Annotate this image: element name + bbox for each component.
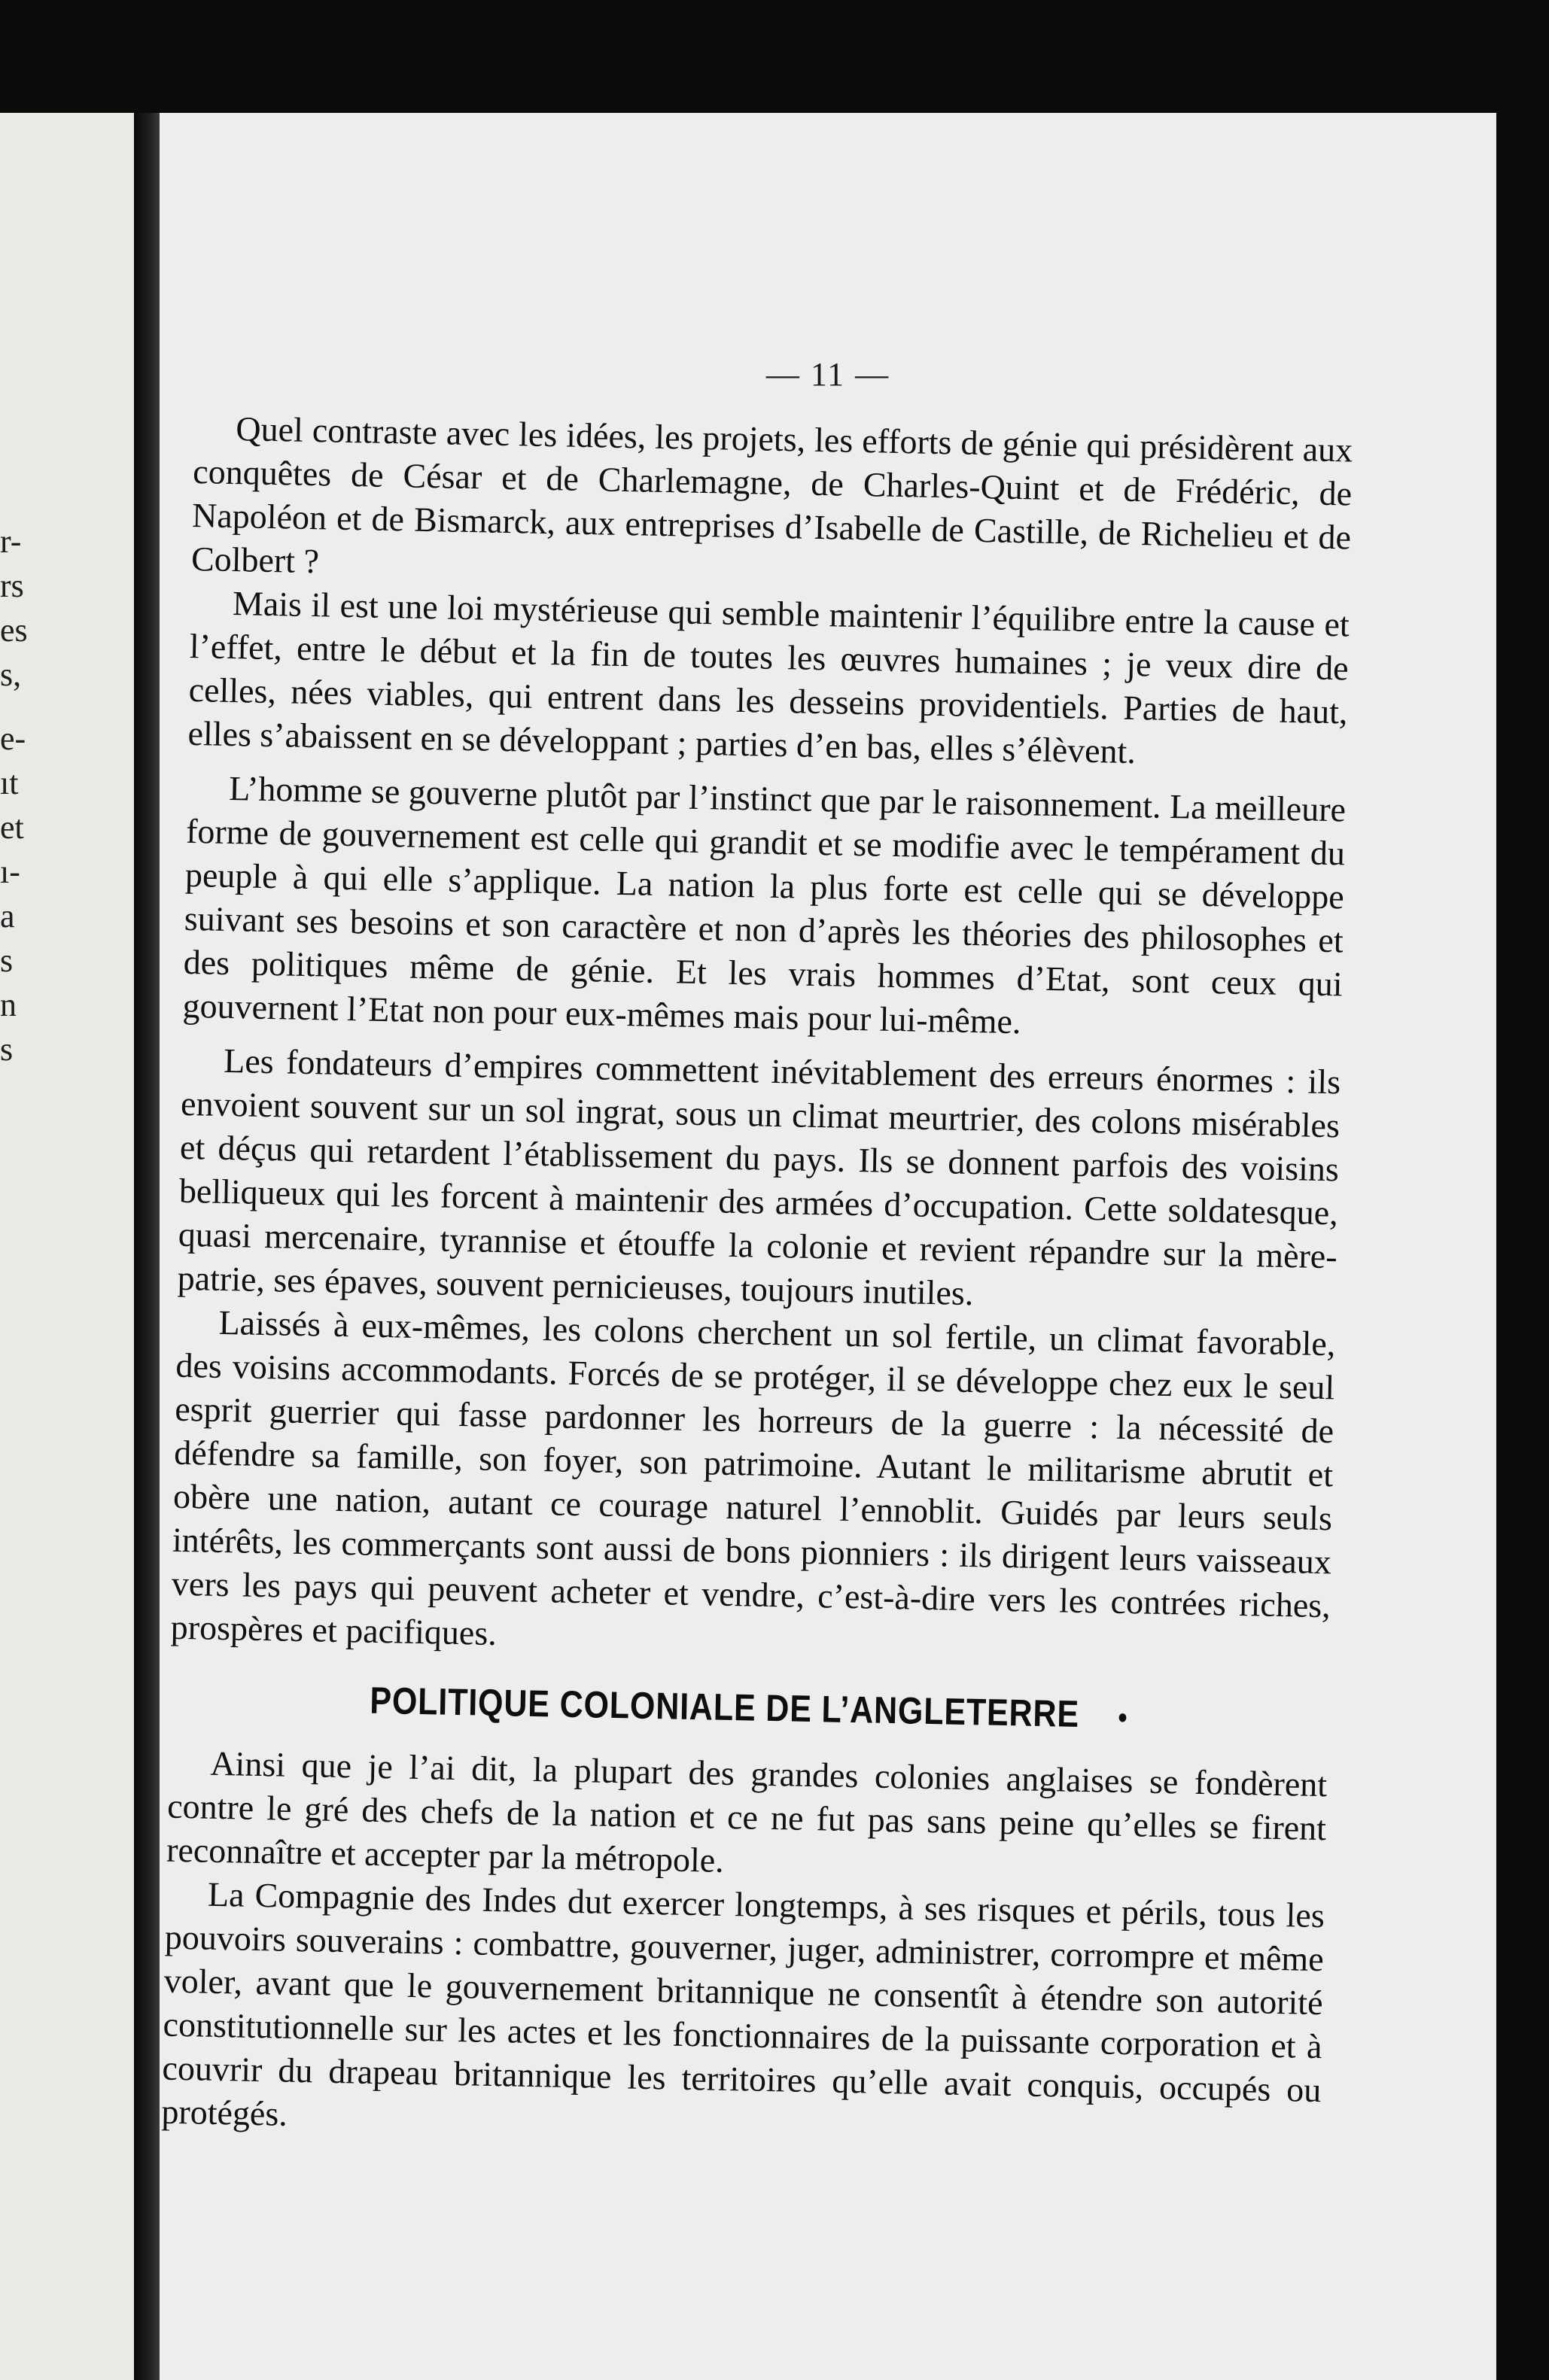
paragraph: Les fondateurs d’empires commettent inévitablement des erreurs énormes : ils envoient souvent sur un sol ingrat, sous un climat meurtrier, des colons misérables et déçus qui retardent l’établissement du pays. Ils se donnent parfois des voisins belliqueux qui les forcent à maintenir des armées d’occupation. Cette soldatesque, quasi mercenaire, tyrannise et étouffe la colonie et revient répandre sur la mère-patrie, ses épaves, souvent pernicieuses, toujours inutiles. xyxy=(177,1041,1341,1313)
paragraph: Mais il est une loi mystérieuse qui semble maintenir l’équilibre entre la cause et l’effet, entre le début et la fin de toutes les œuvres humaines ; je veux dire de celles, nées viables, qui entrent dans les desseins providentiels. Parties de haut, elles s’abaissent en se développant ; parties d’en bas, elles s’élèvent. xyxy=(187,584,1350,771)
section-heading-text: POLITIQUE COLONIALE DE L’ANGLETERRE xyxy=(369,1679,1080,1735)
fragment: a xyxy=(0,898,15,935)
book-page xyxy=(160,113,1496,2380)
paragraph: Ainsi que je l’ai dit, la plupart des grandes colonies anglaises se fondèrent contre le gré des chefs de la nation et ce ne fut pas sans peine qu’elles se firent reconnaître et accepter par la métropole. xyxy=(166,1743,1328,1880)
fragment: rs xyxy=(0,567,24,604)
fragment: ıt xyxy=(0,764,19,801)
fragment: n xyxy=(0,986,17,1023)
fragment: e- xyxy=(0,720,26,757)
page-number: — 11 — xyxy=(765,356,890,393)
background-edge xyxy=(1496,90,1549,2380)
paragraph: Laissés à eux-mêmes, les colons cherchent un sol fertile, un climat favorable, des voisins accommodants. Forcés de se protéger, il se développe chez eux le seul esprit guerrier qui fasse pardonner les horreurs de la guerre : la nécessité de défendre sa famille, son foyer, son patrimoine. Autant le militarisme abrutit et obère une nation, autant ce courage naturel l’ennoblit. Guidés par leurs seuls intérêts, les commerçants sont aussi de bons pionniers : ils dirigent leurs vaisseaux vers les pays qui peuvent acheter et vendre, c’est-à-dire vers les contrées riches, prospères et pacifiques. xyxy=(170,1302,1336,1653)
fragment: s xyxy=(0,942,14,979)
paragraph: Quel contraste avec les idées, les projets, les efforts de génie qui présidèrent aux conquêtes de César et de Charlemagne, de Charles-Quint et de Frédéric, de Napoléon et de Bismarck, aux entreprises d’Isabelle de Castille, de Richelieu et de Colbert ? xyxy=(190,409,1353,581)
fragment: s xyxy=(0,1031,14,1068)
fragment: et xyxy=(0,809,24,846)
facing-page-edge xyxy=(0,113,134,2380)
gutter-shadow xyxy=(134,113,160,2380)
paragraph: L’homme se gouverne plutôt par l’instinct que par le raisonnement. La meilleure forme de gouvernement est celle qui grandit et se modifie avec le tempérament du peuple à qui elle s’applique. La nation la plus forte est celle qui se développe suivant ses besoins et son caractère et non d’après les théories des philosophes et des politiques même de génie. Et les vrais hommes d’Etat, sont ceux qui gouvernent l’Etat non pour eux-mêmes mais pour lui-même. xyxy=(182,768,1347,1041)
fragment: es xyxy=(0,612,28,649)
fragment: ı- xyxy=(0,853,20,890)
paragraph: La Compagnie des Indes dut exercer longtemps, à ses risques et périls, tous les pouvoirs souverains : combattre, gouverner, juger, administrer, corrompre et même voler, avant que le gouvernement britannique ne consentît à étendre son autorité constitutionnelle sur les actes et les fonctionnaires de la puissante corporation et à couvrir du drapeau britannique les territoires qu’elle avait conquis, occupés ou protégés. xyxy=(160,1874,1325,2133)
section-heading xyxy=(250,1676,1247,1742)
page-text xyxy=(161,406,1353,2156)
fragment: r- xyxy=(0,523,22,560)
facing-page-text-fragments xyxy=(0,519,45,1071)
fragment: s, xyxy=(0,656,22,693)
section-heading-mark: • xyxy=(1118,1701,1128,1735)
